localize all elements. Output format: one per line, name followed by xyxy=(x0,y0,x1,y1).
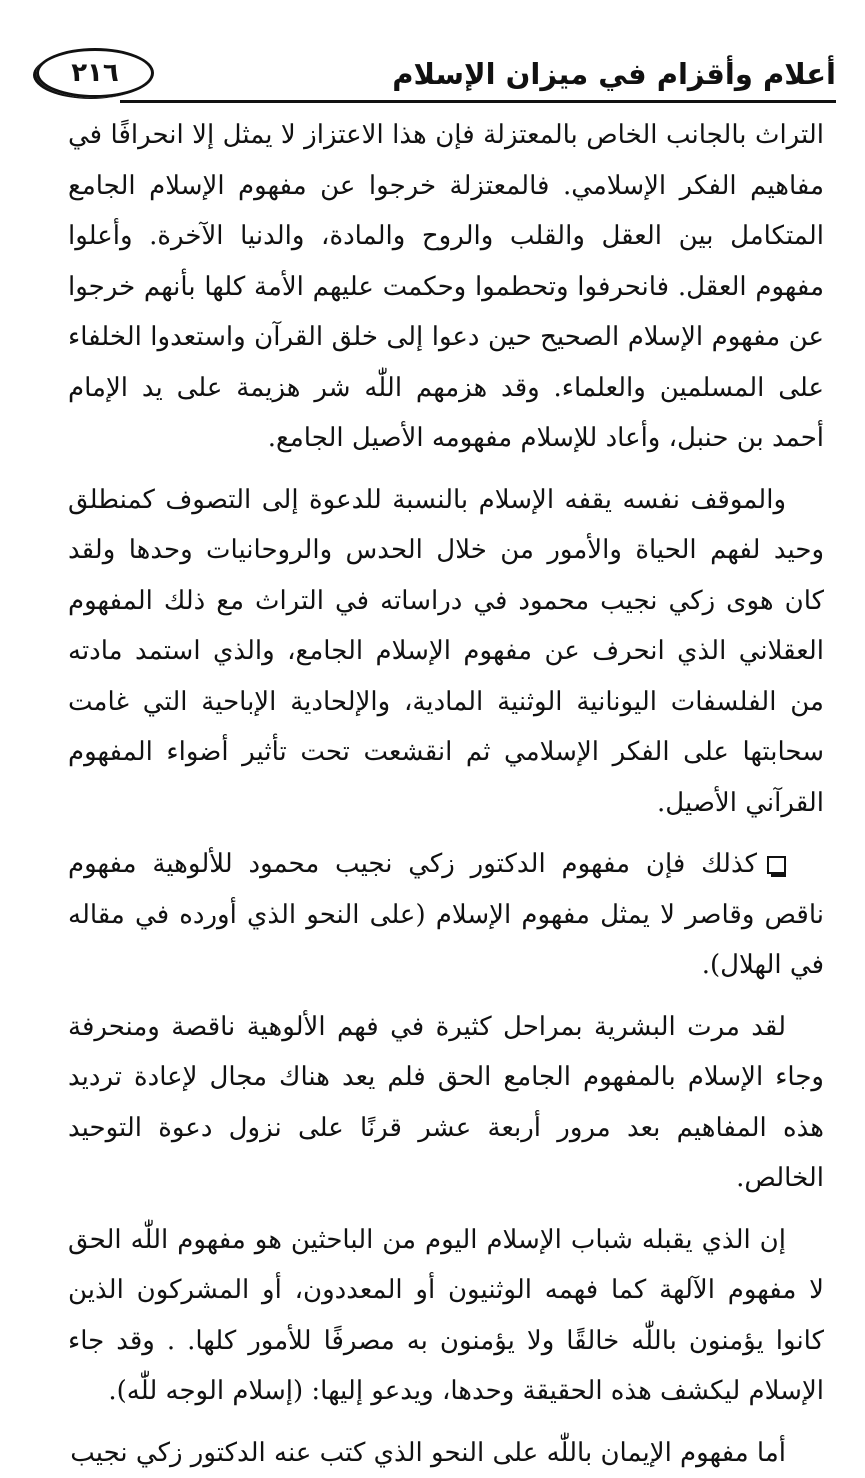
paragraph-6: أما مفهوم الإيمان باللّٰه على النحو الذي كتب عنه الدكتور زكي نجيب xyxy=(68,1428,824,1478)
page-body xyxy=(68,110,824,1478)
paragraph-1: التراث بالجانب الخاص بالمعتزلة فإن هذا الاعتزاز لا يمثل إلا انحرافًا في مفاهيم الفكر الإسلامي. فالمعتزلة خرجوا عن مفهوم الإسلام الجامع المتكامل بين العقل والقلب والروح والمادة، والدنيا الآخرة. وأعلوا مفهوم العقل. فانحرفوا وتحطموا وحكمت عليهم الأمة كلها بأنهم خرجوا عن مفهوم الإسلام الصحيح حين دعوا إلى خلق القرآن واستعدوا الخلفاء على المسلمين والعلماء. وقد هزمهم اللّٰه شر هزيمة على يد الإمام أحمد بن حنبل، وأعاد للإسلام مفهومه الأصيل الجامع. xyxy=(68,110,824,464)
square-bullet-icon xyxy=(767,856,786,874)
header-rule xyxy=(120,100,836,103)
paragraph-5: إن الذي يقبله شباب الإسلام اليوم من الباحثين هو مفهوم اللّٰه الحق لا مفهوم الآلهة كما فهمه الوثنيون أو المعددون، أو المشركون الذين كانوا يؤمنون باللّٰه خالقًا ولا يؤمنون به مصرفًا للأمور كلها. . وقد جاء الإسلام ليكشف هذه الحقيقة وحدها، ويدعو إليها: (إسلام الوجه للّٰه). xyxy=(68,1215,824,1417)
page-number-badge: ٢١٦ xyxy=(36,48,154,98)
page-header xyxy=(36,48,836,106)
paragraph-4: لقد مرت البشرية بمراحل كثيرة في فهم الألوهية ناقصة ومنحرفة وجاء الإسلام بالمفهوم الجامع الحق فلم يعد هناك مجال لإعادة ترديد هذه المفاهيم بعد مرور أربعة عشر قرنًا على نزول دعوة التوحيد الخالص. xyxy=(68,1002,824,1204)
paragraph-3-text: كذلك فإن مفهوم الدكتور زكي نجيب محمود للألوهية مفهوم ناقص وقاصر لا يمثل مفهوم الإسلام (على النحو الذي أورده في مقاله في الهلال). xyxy=(68,849,824,980)
running-title: أعلام وأقزام في ميزان الإسلام xyxy=(392,54,836,94)
paragraph-3 xyxy=(68,839,824,991)
paragraph-2: والموقف نفسه يقفه الإسلام بالنسبة للدعوة إلى التصوف كمنطلق وحيد لفهم الحياة والأمور من خلال الحدس والروحانيات وحدها ولقد كان هوى زكي نجيب محمود في دراساته في التراث مع ذلك المفهوم العقلاني الذي انحرف عن مفهوم الإسلام الجامع، والذي استمد مادته من الفلسفات اليونانية الوثنية المادية، والإلحادية الإباحية التي غامت سحابتها على الفكر الإسلامي ثم انقشعت تحت تأثير أضواء المفهوم القرآني الأصيل. xyxy=(68,475,824,829)
